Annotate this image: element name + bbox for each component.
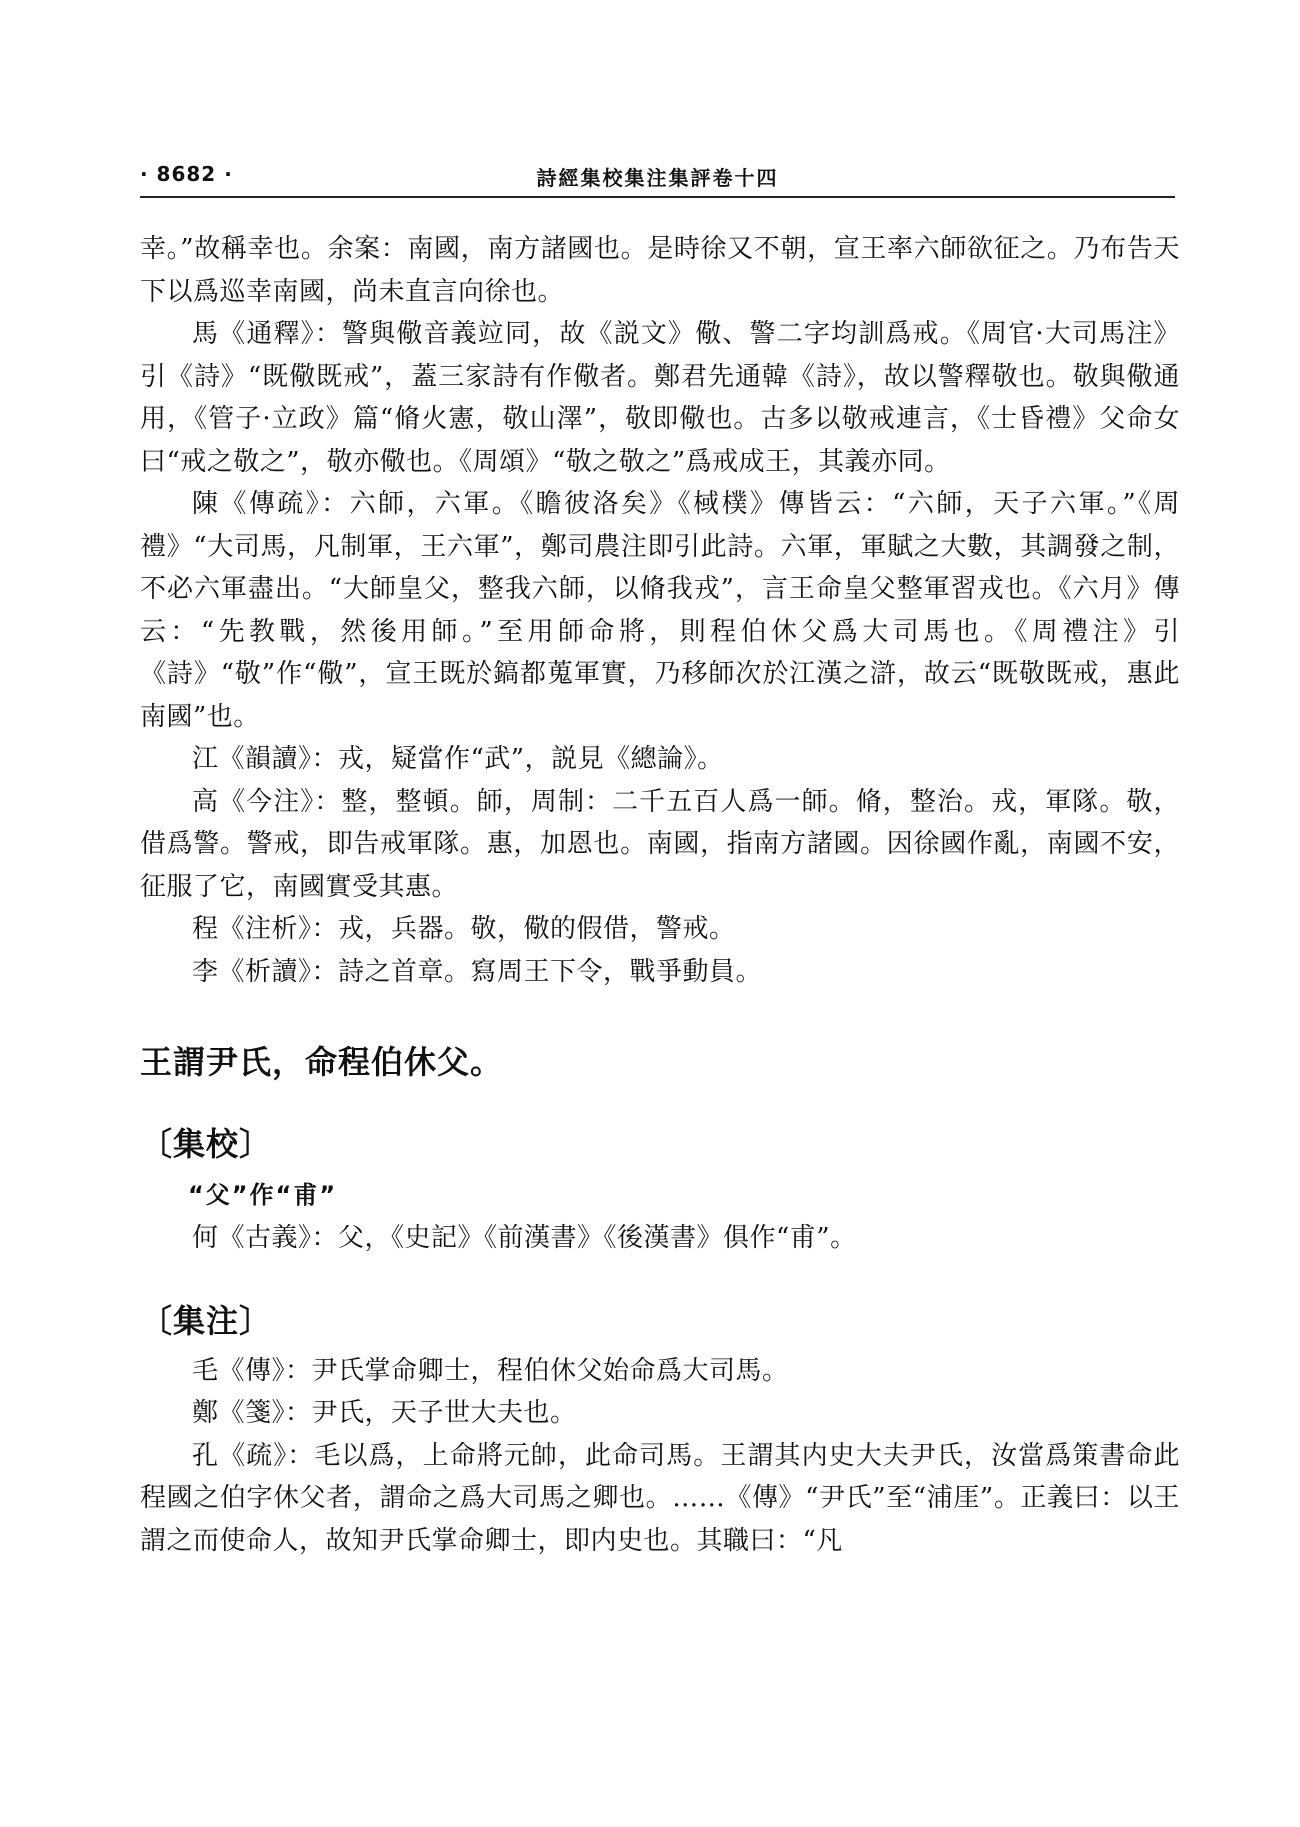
- paragraph-zheng-jian: 鄭《箋》：尹氏，天子世大夫也。: [192, 1398, 577, 1428]
- paragraph-continued: 幸。”故稱幸也。余案：南國，南方諸國也。是時徐又不朝，宣王率六師欲征之。乃布告天下以爲巡幸南國，尚未直言向徐也。: [140, 234, 1180, 307]
- paragraph-kong-shu: 孔《疏》：毛以爲，上命將元帥，此命司馬。王謂其内史大夫尹氏，汝當爲策書命此程國之伯字休父者，謂命之爲大司馬之卿也。……《傳》“尹氏”至“浦厓”。正義曰：以王謂之而使命人，故知尹氏掌命卿士，即内史也。其職曰：“凡: [140, 1440, 1180, 1556]
- paragraph-jiang-yundu: 江《韻讀》：戎，疑當作“武”，説見《總論》。: [192, 744, 724, 774]
- collation-subheading: “父”作“甫”: [188, 1181, 338, 1209]
- paragraph-ma-tongshi: 馬《通釋》：警與儆音義竝同，故《説文》儆、警二字均訓爲戒。《周官·大司馬注》引《詩》“既儆既戒”，蓋三家詩有作儆者。鄭君先通韓《詩》，故以警釋敬也。敬與儆通用，《管子·立政》篇“脩火憲，敬山澤”，敬即儆也。古多以敬戒連言，《士昏禮》父命女曰“戒之敬之”，敬亦儆也。《周頌》“敬之敬之”爲戒成王，其義亦同。: [140, 319, 1180, 477]
- paragraph-he-guyi: 何《古義》：父，《史記》《前漢書》《後漢書》俱作“甫”。: [192, 1223, 857, 1253]
- paragraph-mao-zhuan: 毛《傳》：尹氏掌命卿士，程伯休父始命爲大司馬。: [192, 1355, 789, 1386]
- running-title: 詩經集校集注集評卷十四: [536, 166, 779, 190]
- page-number: · 8682 ·: [140, 162, 233, 186]
- verse-heading: 王謂尹氏，命程伯休父。: [140, 1043, 504, 1081]
- paragraph-cheng-zhuxi: 程《注析》：戎，兵器。敬，儆的假借，警戒。: [192, 914, 736, 944]
- header-rule: [140, 196, 1175, 198]
- page-header: [140, 158, 1175, 198]
- section-heading-jizhu: 〔集注〕: [140, 1301, 273, 1340]
- main-content: [140, 228, 1180, 1562]
- paragraph-li-xidu: 李《析讀》：詩之首章。寫周王下令，戰爭動員。: [192, 956, 763, 987]
- section-heading-jijiao: 〔集校〕: [140, 1125, 273, 1163]
- paragraph-chen-chuanshu: 陳《傳疏》：六師，六軍。《瞻彼洛矣》《棫樸》傳皆云：“六師，天子六軍。”《周禮》“大司馬，凡制軍，王六軍”，鄭司農注即引此詩。六軍，軍賦之大數，其調發之制，不必六軍盡出。“大師皇父，整我六師，以脩我戎”，言王命皇父整軍習戎也。《六月》傳云：“先教戰，然後用師。”至用師命將，則程伯休父爲大司馬也。《周禮注》引《詩》“敬”作“儆”，宣王既於鎬都蒐軍實，乃移師次於江漢之滸，故云“既敬既戒，惠此南國”也。: [140, 489, 1180, 732]
- paragraph-gao-jinzhu: 高《今注》：整，整頓。師，周制：二千五百人爲一師。脩，整治。戎，軍隊。敬，借爲警。警戒，即告戒軍隊。惠，加恩也。南國，指南方諸國。因徐國作亂，南國不安，征服了它，南國實受其惠。: [140, 786, 1180, 902]
